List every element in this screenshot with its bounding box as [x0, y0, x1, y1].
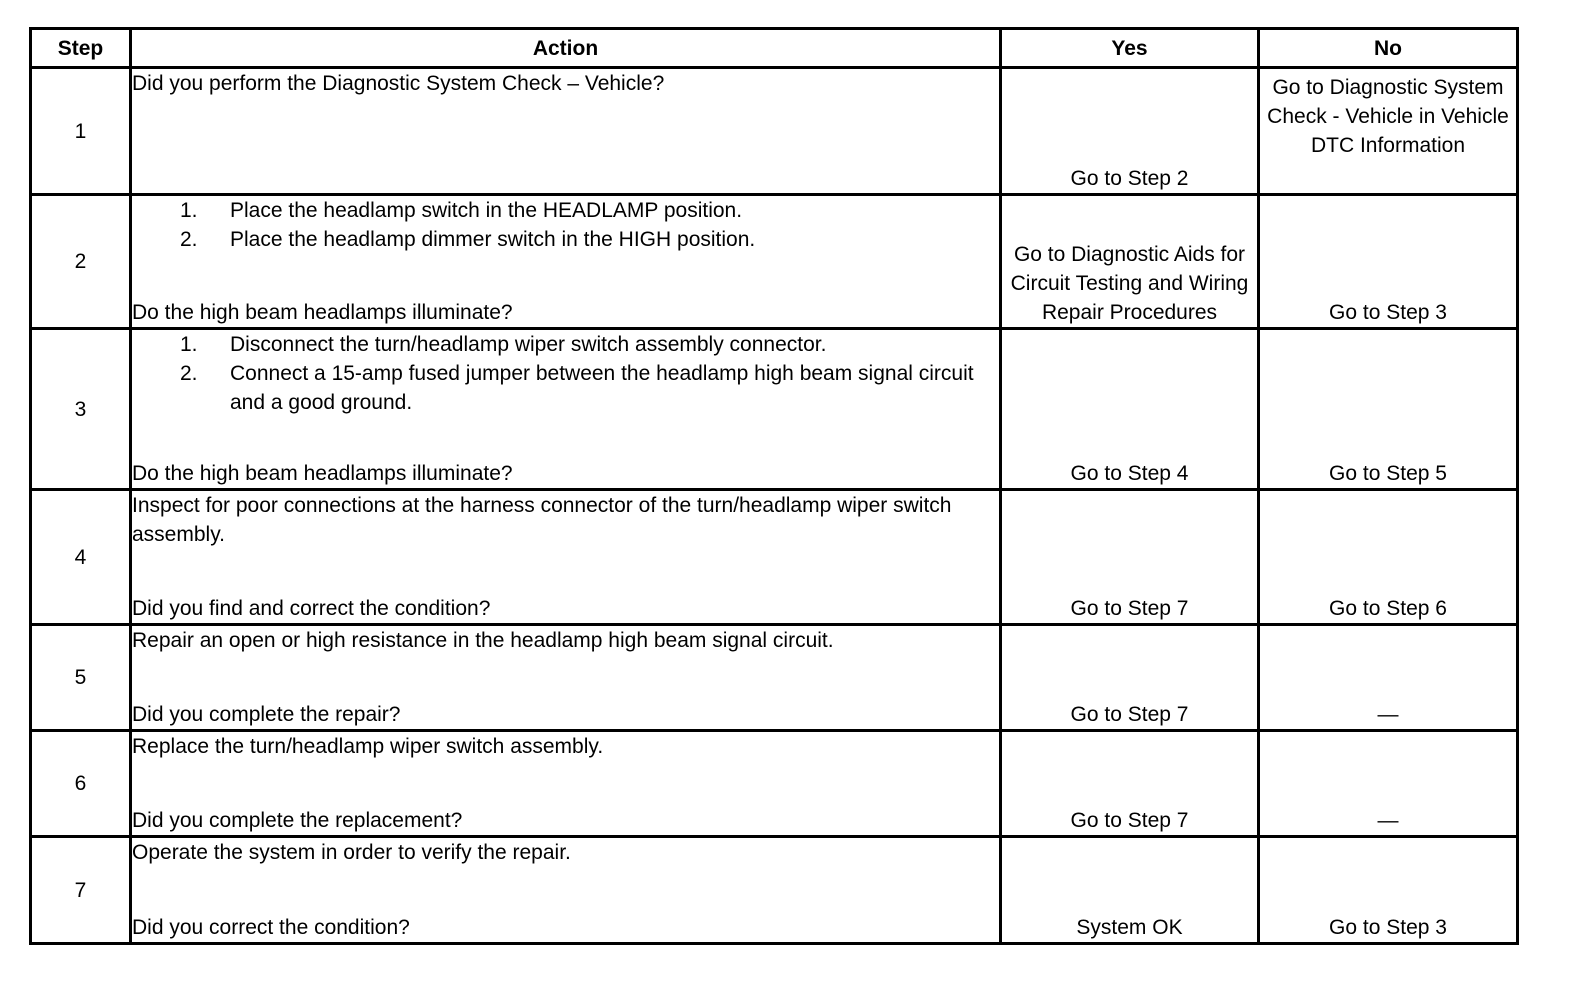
- action-cell: [131, 195, 1001, 329]
- action-cell: [131, 625, 1001, 731]
- step-number: 6: [31, 731, 131, 837]
- header-action: Action: [131, 29, 1001, 68]
- no-cell: Go to Diagnostic System Check - Vehicle in Vehicle DTC Information: [1259, 68, 1518, 195]
- no-cell: Go to Step 3: [1259, 837, 1518, 944]
- list-item-text: Connect a 15-amp fused jumper between the headlamp high beam signal circuit and a good ground.: [230, 362, 974, 414]
- yes-cell: Go to Diagnostic Aids for Circuit Testing and Wiring Repair Procedures: [1001, 195, 1259, 329]
- action-steps-list: [132, 196, 999, 254]
- yes-cell: Go to Step 7: [1001, 490, 1259, 625]
- table-row: [31, 490, 1518, 625]
- step-number: 2: [31, 195, 131, 329]
- table-row: [31, 837, 1518, 944]
- table-row: [31, 68, 1518, 195]
- header-yes: Yes: [1001, 29, 1259, 68]
- list-item: [132, 359, 999, 417]
- list-item-number: 1.: [180, 333, 198, 356]
- action-text: Inspect for poor connections at the harness connector of the turn/headlamp wiper switch assembly.: [132, 494, 952, 546]
- action-question: Did you find and correct the condition?: [132, 597, 491, 620]
- table-row: [31, 329, 1518, 490]
- step-number: 7: [31, 837, 131, 944]
- step-number: 1: [31, 68, 131, 195]
- action-question: Did you complete the replacement?: [132, 809, 463, 832]
- no-cell: —: [1259, 731, 1518, 837]
- step-number: 4: [31, 490, 131, 625]
- list-item-number: 2.: [180, 362, 198, 385]
- list-item-text: Disconnect the turn/headlamp wiper switch assembly connector.: [230, 333, 827, 356]
- header-no: No: [1259, 29, 1518, 68]
- list-item-text: Place the headlamp switch in the HEADLAMP position.: [230, 199, 743, 222]
- diagnostic-table: [29, 27, 1519, 945]
- no-cell: Go to Step 6: [1259, 490, 1518, 625]
- step-number: 3: [31, 329, 131, 490]
- table-row: [31, 731, 1518, 837]
- yes-cell: Go to Step 4: [1001, 329, 1259, 490]
- no-cell: Go to Step 5: [1259, 329, 1518, 490]
- table-row: [31, 625, 1518, 731]
- action-question: Do the high beam headlamps illuminate?: [132, 301, 513, 324]
- action-question: Did you correct the condition?: [132, 916, 410, 939]
- list-item: [132, 330, 999, 359]
- action-text: Repair an open or high resistance in the headlamp high beam signal circuit.: [132, 629, 834, 652]
- action-text: Operate the system in order to verify the repair.: [132, 841, 571, 864]
- yes-cell: Go to Step 7: [1001, 625, 1259, 731]
- action-text: Replace the turn/headlamp wiper switch assembly.: [132, 735, 604, 758]
- step-number: 5: [31, 625, 131, 731]
- action-cell: [131, 731, 1001, 837]
- action-question: Did you complete the repair?: [132, 703, 401, 726]
- action-question: Do the high beam headlamps illuminate?: [132, 462, 513, 485]
- table-row: [31, 195, 1518, 329]
- no-cell: —: [1259, 625, 1518, 731]
- list-item-number: 1.: [180, 199, 198, 222]
- yes-cell: Go to Step 7: [1001, 731, 1259, 837]
- list-item: [132, 196, 999, 225]
- action-steps-list: [132, 330, 999, 417]
- action-cell: [131, 68, 1001, 195]
- table-header-row: [31, 29, 1518, 68]
- list-item-text: Place the headlamp dimmer switch in the HIGH position.: [230, 228, 756, 251]
- yes-cell: System OK: [1001, 837, 1259, 944]
- action-text: Did you perform the Diagnostic System Check – Vehicle?: [132, 72, 665, 95]
- action-cell: [131, 837, 1001, 944]
- header-step: Step: [31, 29, 131, 68]
- yes-cell: Go to Step 2: [1001, 68, 1259, 195]
- list-item: [132, 225, 999, 254]
- no-cell: Go to Step 3: [1259, 195, 1518, 329]
- action-cell: [131, 490, 1001, 625]
- list-item-number: 2.: [180, 228, 198, 251]
- action-cell: [131, 329, 1001, 490]
